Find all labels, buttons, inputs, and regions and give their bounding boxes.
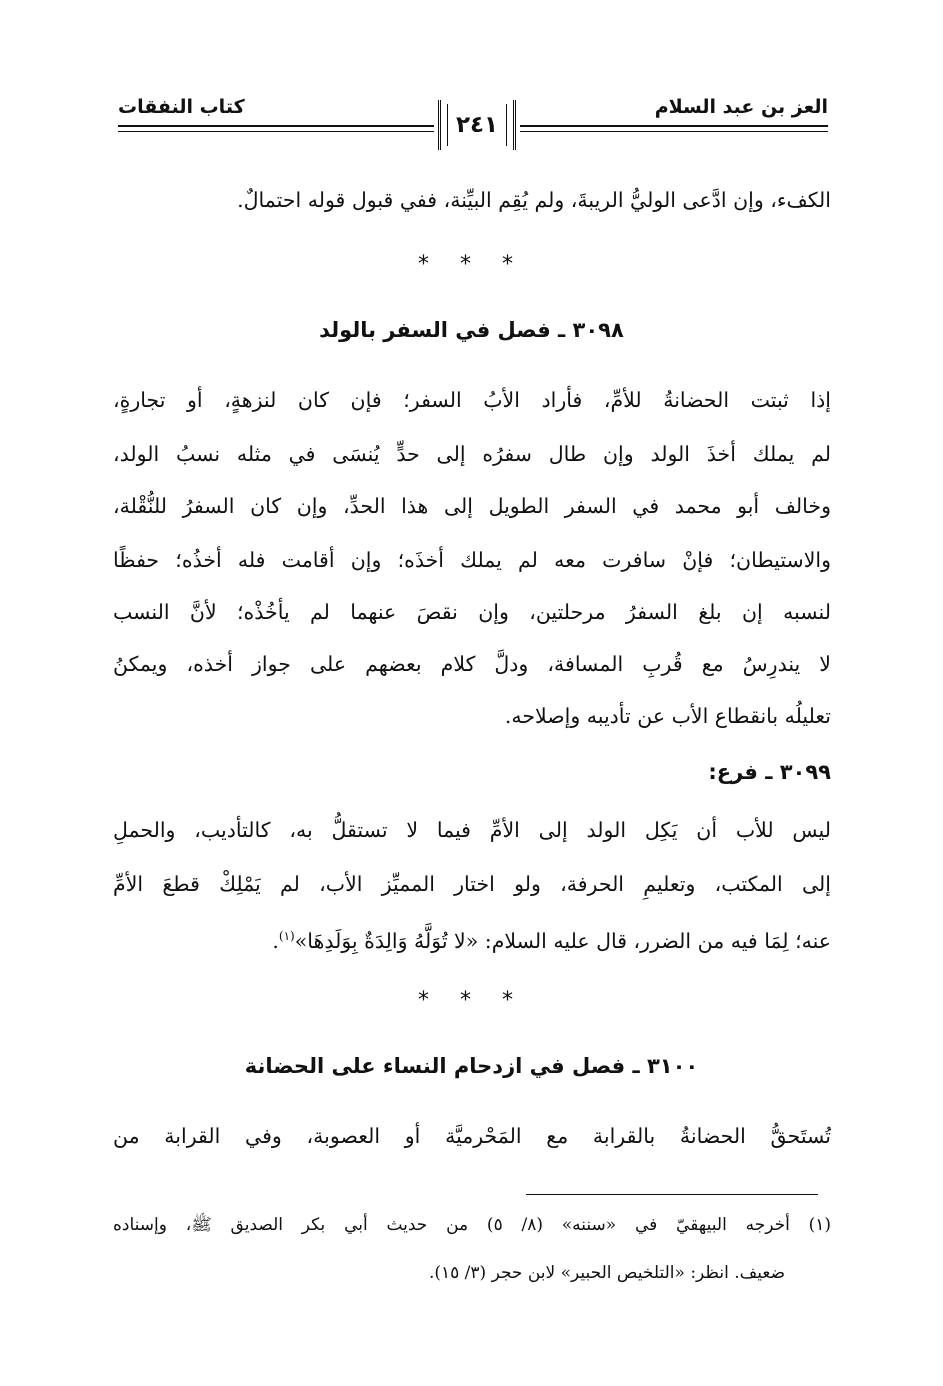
page-number: ٢٤١ [447, 104, 507, 146]
paragraph-line: إلى المكتب، وتعليمِ الحرفة، ولو اختار المميِّز الأب، لم يَمْلِكْ قطعَ الأمِّ [113, 872, 831, 896]
paragraph-line: وخالف أبو محمد في السفر الطويل إلى هذا الحدِّ، وإن كان السفرُ للنُّقْلة، [113, 494, 831, 518]
section-heading-3100: ٣١٠٠ ـ فصل في ازدحام النساء على الحضانة [244, 1054, 699, 1078]
footnote-rule [526, 1194, 818, 1195]
section-heading-3099: ٣٠٩٩ ـ فرع: [708, 760, 831, 784]
intro-line: الكفء، وإن ادَّعى الوليُّ الريبةَ، ولم يُقِم البيِّنة، ففي قبول قوله احتمالٌ. [237, 188, 831, 212]
paragraph-line: لا يندرِسُ مع قُربِ المسافة، ودلَّ كلام بعضهم على جواز أخذه، ويمكنُ [113, 652, 831, 676]
footnote-reference: (١) [278, 929, 295, 943]
header-book-title: كتاب النفقات [118, 96, 245, 118]
paragraph-line: إذا ثبتت الحضانةُ للأمِّ، فأراد الأبُ السفر؛ فإن كان لنزهةٍ، أو تجارةٍ، [113, 388, 831, 412]
paragraph-line: تعليلُه بانقطاع الأب عن تأديبه وإصلاحه. [504, 704, 831, 728]
section-heading-3098: ٣٠٩٨ ـ فصل في السفر بالولد [319, 318, 624, 342]
section-separator: * * * [418, 988, 525, 1013]
page-number-frame [438, 100, 516, 150]
paragraph-line: ليس للأب أن يَكِل الولد إلى الأمِّ فيما لا تستقلُّ به، كالتأديب، والحملِ [113, 818, 831, 842]
header-rule-left [118, 125, 434, 132]
footnote-line: ضعيف. انظر: «التلخيص الحبير» لابن حجر (٣/ ١٥). [428, 1263, 785, 1283]
header-author: العز بن عبد السلام [654, 96, 828, 118]
paragraph-line-with-footnote [113, 916, 831, 961]
running-header [118, 92, 828, 162]
paragraph-line: لنسبه إن بلغ السفرُ مرحلتين، وإن نقصَ عنهما لم يأخُذْه؛ لأنَّ النسب [113, 600, 831, 624]
hadith-line-text: عنه؛ لِمَا فيه من الضرر، قال عليه السلام: «لا تُوَلَّهُ وَالِدَةٌ بِوَلَدِهَا» [294, 928, 831, 953]
footnote-line: (١) أخرجه البيهقيّ في «سننه» (٨/ ٥) من حديث أبي بكر الصديق ﷺ، وإسناده [113, 1215, 831, 1235]
header-rule-right [520, 125, 828, 132]
line-end-period: . [272, 928, 279, 953]
paragraph-line: تُستَحقُّ الحضانةُ بالقرابة مع المَحْرميَّة أو العصوبة، وفي القرابة من [113, 1124, 831, 1148]
section-separator: * * * [418, 252, 525, 277]
paragraph-line: لم يملك أخذَ الولد وإن طال سفرُه إلى حدٍّ يُنسَى في مثله نسبُ الولد، [113, 442, 831, 466]
paragraph-line: والاستيطان؛ فإنْ سافرت معه لم يملك أخذَه؛ وإن أقامت فله أخذُه؛ حفظًا [113, 548, 831, 572]
